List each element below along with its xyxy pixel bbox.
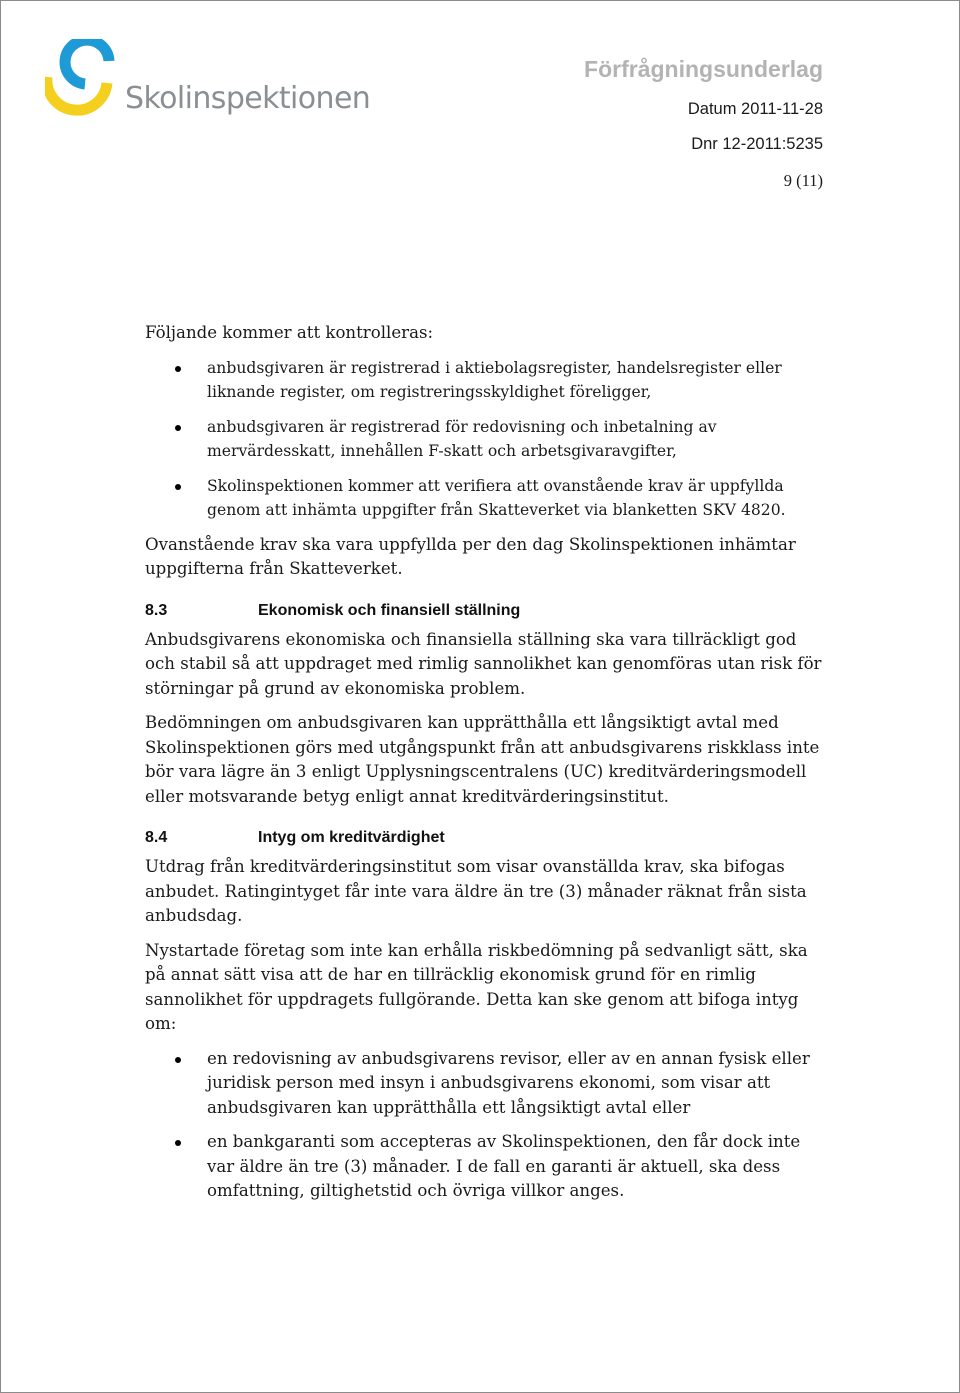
paragraph: Anbudsgivarens ekonomiska och finansiella ställning ska vara tillräckligt god och stabil så att uppdraget med rimlig sannolikhet kan genomföras utan risk för störningar på grund av ekonomiska problem. (145, 629, 822, 698)
page-number: 9 (11) (783, 171, 823, 190)
list-item: en redovisning av anbudsgivarens revisor, eller av en annan fysisk eller juridisk person med insyn i anbudsgivarens ekonomi, som visar att anbudsgivaren kan upprätthålla ett långsiktigt avtal eller (145, 1047, 825, 1121)
bullet-icon (175, 366, 181, 372)
document-date: Datum 2011-11-28 (687, 100, 823, 118)
section-number: 8.4 (145, 829, 168, 846)
bullet-icon (175, 484, 181, 490)
section-title: Intyg om kreditvärdighet (258, 829, 445, 846)
paragraph: Nystartade företag som inte kan erhålla riskbedömning på sedvanligt sätt, ska på annat sätt visa att de har en tillräcklig ekonomisk grund för en rimlig sannolikhet för uppdragets fullgörande. Detta kan ske genom att bifoga intyg om: (145, 940, 808, 1033)
paragraph: Bedömningen om anbudsgivaren kan upprätthålla ett långsiktigt avtal med Skolinspektionen görs med utgångspunkt från att anbudsgivarens riskklass inte bör vara lägre än 3 enligt Upplysningscentralens (UC) kreditvärderingsmodell eller motsvarande betyg enligt annat kreditvärderingsinstitut. (145, 713, 820, 806)
section-number: 8.3 (145, 601, 168, 619)
bullet-icon (175, 1140, 181, 1146)
skolinspektionen-logo (45, 39, 385, 121)
logo-wordmark: Skolinspektionen (125, 81, 371, 116)
list-item: anbudsgivaren är registrerad för redovisning och inbetalning av mervärdesskatt, innehållen F-skatt och arbetsgivaravgifter, (145, 415, 825, 464)
paragraph: Utdrag från kreditvärderingsinstitut som visar ovanställda krav, ska bifogas anbudet. Ratingintyget får inte vara äldre än tre (3) månader räknat från sista anbudsdag. (145, 857, 807, 925)
options-list (145, 1047, 825, 1204)
intro-text: Följande kommer att kontrolleras: (145, 323, 434, 342)
logo-mark-icon (45, 39, 135, 121)
section-heading-8-4 (145, 827, 825, 849)
note-text: Ovanstående krav ska vara uppfyllda per den dag Skolinspektionen inhämtar uppgifterna från Skatteverket. (145, 534, 796, 578)
list-item: en bankgaranti som accepteras av Skolinspektionen, den får dock inte var äldre än tre (3) månader. I de fall en garanti är aktuell, ska dess omfattning, giltighetstid och övriga villkor anges. (145, 1130, 825, 1204)
document-type: Förfrågningsunderlag (584, 56, 823, 82)
section-title: Ekonomisk och finansiell ställning (258, 601, 521, 619)
list-item: anbudsgivaren är registrerad i aktiebolagsregister, handelsregister eller liknande register, om registreringsskyldighet föreligger, (145, 356, 825, 405)
list-item: Skolinspektionen kommer att verifiera att ovanstående krav är uppfyllda genom att inhämta uppgifter från Skatteverket via blanketten SKV 4820. (145, 474, 825, 523)
bullet-icon (175, 1057, 181, 1063)
checks-list (145, 356, 825, 523)
document-dnr: Dnr 12-2011:5235 (691, 135, 823, 153)
document-body (145, 321, 825, 1214)
section-heading-8-3 (145, 600, 825, 622)
bullet-icon (175, 425, 181, 431)
